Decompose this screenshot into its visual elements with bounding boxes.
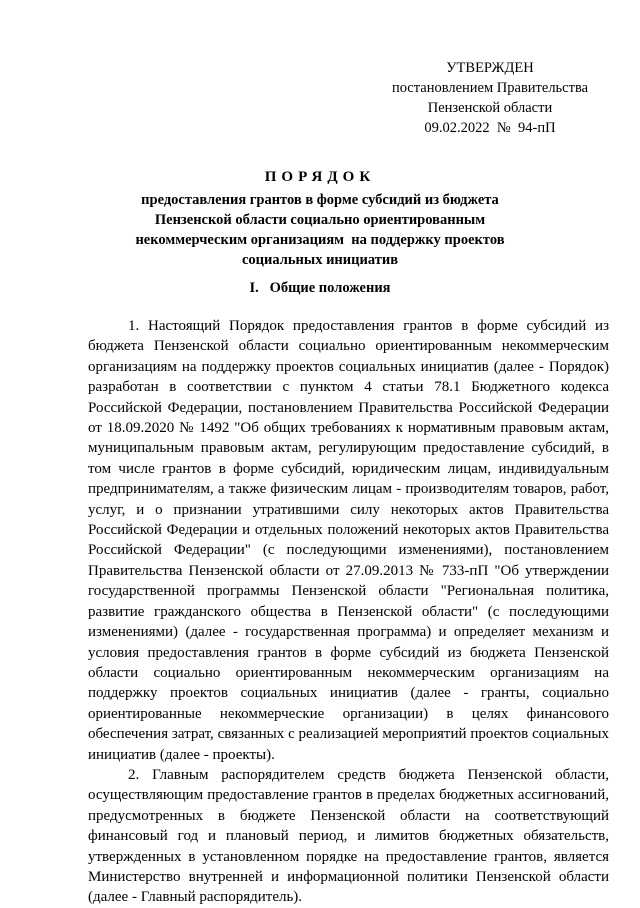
document-subtitle-line-2: Пензенской области социально ориентированным <box>154 212 486 228</box>
document-title <box>60 166 580 270</box>
approval-region: Пензенской области <box>427 100 553 116</box>
document-body <box>88 316 609 908</box>
document-subtitle-line-3: некоммерческим организациям на поддержку проектов <box>135 232 505 248</box>
document-title-main: ПОРЯДОК <box>264 169 376 185</box>
approval-date-number: 09.02.2022 № 94-пП <box>424 120 556 136</box>
document-subtitle-line-1: предоставления грантов в форме субсидий из бюджета <box>141 192 499 208</box>
document-subtitle-line-4: социальных инициатив <box>241 252 399 268</box>
approval-authority: постановлением Правительства <box>391 80 589 96</box>
section-heading: I. Общие положения <box>249 280 391 296</box>
paragraph-2: 2. Главным распорядителем средств бюджета Пензенской области, осуществляющим предоставление грантов в пределах бюджетных ассигнований, предусмотренных в бюджете Пензенской области на соответствующий финансовый год и плановый период, и лимитов бюджетных обязательств, утвержденных в установленном порядке на предоставление грантов, является Министерство внутренней и информационной политики Пензенской области (далее - Главный распорядитель). <box>88 766 609 906</box>
approval-stamp <box>380 58 600 138</box>
paragraph-1: 1. Настоящий Порядок предоставления грантов в форме субсидий из бюджета Пензенской области социально ориентированным некоммерческим организациям на поддержку проектов социальных инициатив (далее - Порядок) разработан в соответствии с пунктом 4 статьи 78.1 Бюджетного кодекса Российской Федерации, постановлением Правительства Российской Федерации от 18.09.2020 № 1492 "Об общих требованиях к нормативным правовым актам, муниципальным правовым актам, регулирующим предоставление субсидий, в том числе грантов в форме субсидий, юридическим лицам, индивидуальным предпринимателям, а также физическим лицам - производителям товаров, работ, услуг, и о признании утратившими силу некоторых актов Правительства Российской Федерации и отдельных положений некоторых актов Правительства Российской Федерации" (с последующими изменениями), постановлением Правительства Пензенской области от 27.09.2013 № 733-пП "Об утверждении государственной программы Пензенской области "Региональная политика, развитие гражданского общества в Пензенской области" (с последующими изменениями) (далее - государственная программа) и определяет механизм и условия предоставления грантов в форме субсидий из бюджета Пензенской области социально ориентированным некоммерческим организациям на поддержку проектов социальных инициатив (далее - гранты, социально ориентированные некоммерческие организации) в целях финансового обеспечения затрат, связанных с реализацией мероприятий проектов социальных инициатив (далее - проекты). <box>88 318 609 763</box>
approval-status: УТВЕРЖДЕН <box>446 60 534 76</box>
